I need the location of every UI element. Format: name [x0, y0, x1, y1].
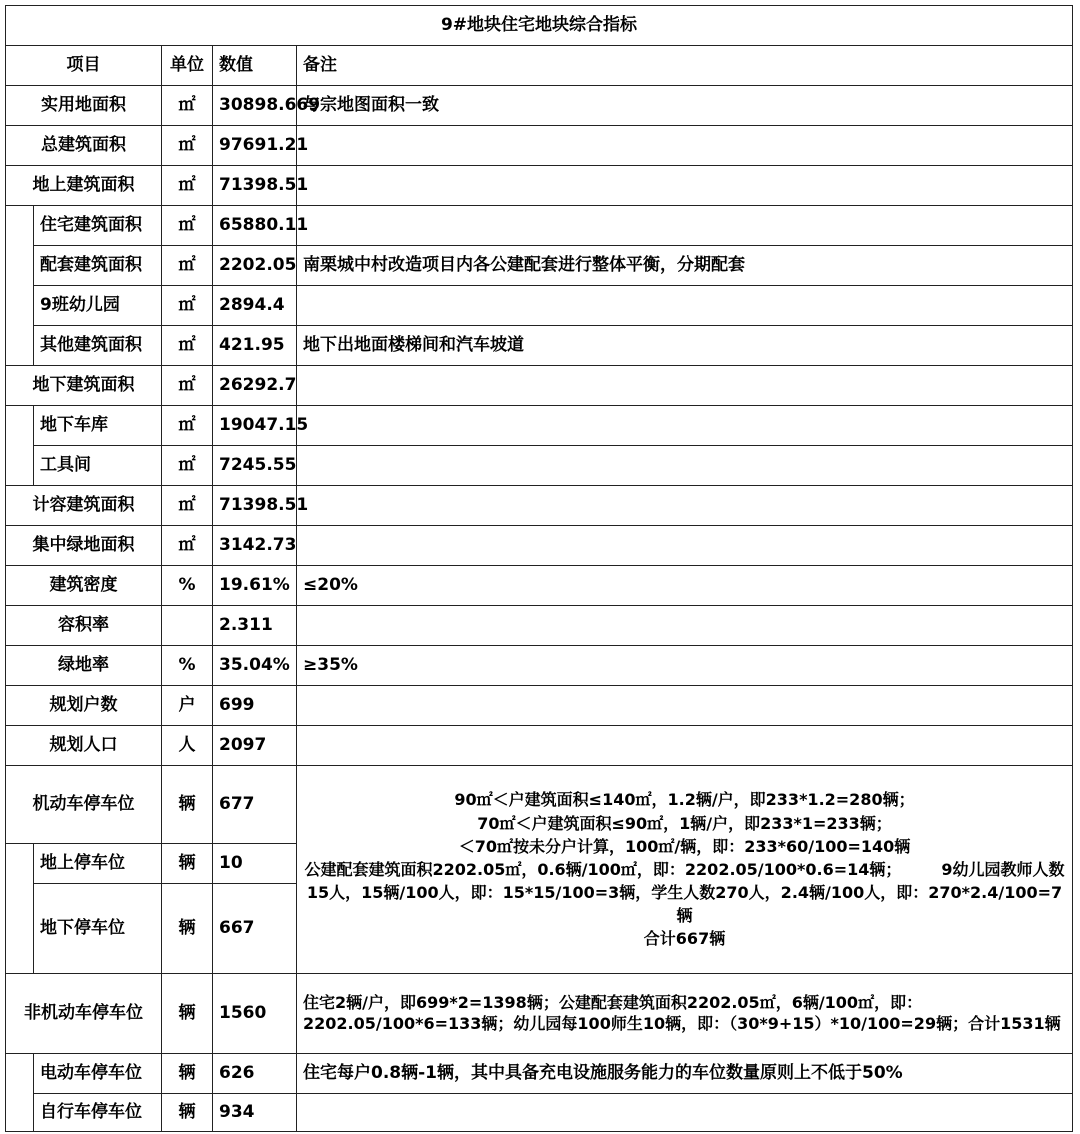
indent-cell [6, 286, 34, 326]
row-unit: 户 [162, 686, 213, 726]
row-unit: ㎡ [162, 486, 213, 526]
row-unit: 辆 [162, 844, 213, 884]
row-note [297, 526, 1073, 566]
indent-cell [6, 206, 34, 246]
row-unit: ㎡ [162, 366, 213, 406]
row-item: 地上建筑面积 [6, 166, 162, 206]
row-value: 699 [213, 686, 297, 726]
row-value: 19047.15 [213, 406, 297, 446]
row-note [297, 1094, 1073, 1132]
row-value: 421.95 [213, 326, 297, 366]
row-item: 自行车停车位 [34, 1094, 162, 1132]
row-item: 地上停车位 [34, 844, 162, 884]
row-note [297, 206, 1073, 246]
row-value: 667 [213, 884, 297, 974]
row-item: 工具间 [34, 446, 162, 486]
row-note [297, 446, 1073, 486]
row-item: 规划人口 [6, 726, 162, 766]
header-value: 数值 [213, 46, 297, 86]
row-value: 97691.21 [213, 126, 297, 166]
row-item: 建筑密度 [6, 566, 162, 606]
indent-cell [6, 1094, 34, 1132]
row-note: 地下出地面楼梯间和汽车坡道 [297, 326, 1073, 366]
row-unit: ㎡ [162, 166, 213, 206]
indent-cell [6, 884, 34, 974]
indent-cell [6, 326, 34, 366]
row-value: 2.311 [213, 606, 297, 646]
row-unit: ㎡ [162, 86, 213, 126]
indent-cell [6, 406, 34, 446]
parking-note-line: 公建配套建筑面积2202.05㎡，0.6辆/100㎡，即：2202.05/100*0.6=14辆； 9幼儿园教师人数15人，15辆/100人，即：15*15/100=3辆，学生人数270人，2.4辆/100人，即：270*2.4/100=7辆 [304, 859, 1065, 926]
header-note: 备注 [297, 46, 1073, 86]
header-unit: 单位 [162, 46, 213, 86]
nonmotor-note: 住宅2辆/户，即699*2=1398辆；公建配套建筑面积2202.05㎡，6辆/100㎡，即：2202.05/100*6=133辆；幼儿园每100师生10辆，即：（30*9+15）*10/100=29辆；合计1531辆 [297, 974, 1073, 1054]
row-note [297, 286, 1073, 326]
row-item: 地下建筑面积 [6, 366, 162, 406]
row-value: 934 [213, 1094, 297, 1132]
row-note: ≥35% [297, 646, 1073, 686]
parking-note-line: 90㎡＜户建筑面积≤140㎡，1.2辆/户，即233*1.2=280辆； [454, 790, 915, 810]
row-value: 30898.669 [213, 86, 297, 126]
row-unit: 辆 [162, 884, 213, 974]
row-value: 677 [213, 766, 297, 844]
row-item: 机动车停车位 [6, 766, 162, 844]
row-value: 71398.51 [213, 166, 297, 206]
parking-note-line: ＜70㎡按未分户计算，100㎡/辆，即：233*60/100=140辆 [458, 836, 911, 856]
parking-note [297, 766, 1073, 974]
row-note [297, 126, 1073, 166]
row-value: 2097 [213, 726, 297, 766]
row-item: 规划户数 [6, 686, 162, 726]
row-item: 住宅建筑面积 [34, 206, 162, 246]
indicator-table [5, 5, 1073, 1132]
row-unit [162, 606, 213, 646]
row-value: 3142.73 [213, 526, 297, 566]
row-value: 626 [213, 1054, 297, 1094]
row-note: 南栗城中村改造项目内各公建配套进行整体平衡，分期配套 [297, 246, 1073, 286]
row-item: 非机动车停车位 [6, 974, 162, 1054]
row-unit: ㎡ [162, 326, 213, 366]
row-value: 10 [213, 844, 297, 884]
indent-cell [6, 446, 34, 486]
row-unit: % [162, 566, 213, 606]
row-unit: 人 [162, 726, 213, 766]
row-value: 2894.4 [213, 286, 297, 326]
row-note [297, 686, 1073, 726]
row-unit: ㎡ [162, 206, 213, 246]
row-unit: 辆 [162, 766, 213, 844]
header-item: 项目 [6, 46, 162, 86]
row-unit: ㎡ [162, 406, 213, 446]
row-unit: % [162, 646, 213, 686]
row-item: 计容建筑面积 [6, 486, 162, 526]
row-value: 7245.55 [213, 446, 297, 486]
row-unit: ㎡ [162, 526, 213, 566]
parking-note-line: 合计667辆 [643, 929, 726, 949]
row-item: 实用地面积 [6, 86, 162, 126]
row-value: 1560 [213, 974, 297, 1054]
row-value: 2202.05 [213, 246, 297, 286]
row-unit: 辆 [162, 1094, 213, 1132]
row-item: 集中绿地面积 [6, 526, 162, 566]
row-item: 容积率 [6, 606, 162, 646]
row-item: 绿地率 [6, 646, 162, 686]
row-item: 总建筑面积 [6, 126, 162, 166]
row-note: 与宗地图面积一致 [297, 86, 1073, 126]
row-value: 19.61% [213, 566, 297, 606]
row-value: 65880.11 [213, 206, 297, 246]
row-unit: ㎡ [162, 286, 213, 326]
row-unit: ㎡ [162, 246, 213, 286]
row-item: 地下停车位 [34, 884, 162, 974]
row-item: 9班幼儿园 [34, 286, 162, 326]
row-note [297, 606, 1073, 646]
table-title: 9#地块住宅地块综合指标 [6, 6, 1073, 46]
row-note [297, 486, 1073, 526]
row-note: 住宅每户0.8辆-1辆，其中具备充电设施服务能力的车位数量原则上不低于50% [297, 1054, 1073, 1094]
indent-cell [6, 246, 34, 286]
row-note [297, 726, 1073, 766]
row-item: 地下车库 [34, 406, 162, 446]
row-unit: 辆 [162, 1054, 213, 1094]
row-value: 26292.7 [213, 366, 297, 406]
indent-cell [6, 844, 34, 884]
row-value: 35.04% [213, 646, 297, 686]
row-unit: ㎡ [162, 446, 213, 486]
row-item: 电动车停车位 [34, 1054, 162, 1094]
row-note [297, 166, 1073, 206]
row-note [297, 366, 1073, 406]
row-unit: ㎡ [162, 126, 213, 166]
row-item: 其他建筑面积 [34, 326, 162, 366]
parking-note-line: 70㎡＜户建筑面积≤90㎡，1辆/户，即233*1=233辆； [477, 813, 892, 833]
row-note: ≤20% [297, 566, 1073, 606]
row-unit: 辆 [162, 974, 213, 1054]
row-note [297, 406, 1073, 446]
indent-cell [6, 1054, 34, 1094]
row-value: 71398.51 [213, 486, 297, 526]
row-item: 配套建筑面积 [34, 246, 162, 286]
